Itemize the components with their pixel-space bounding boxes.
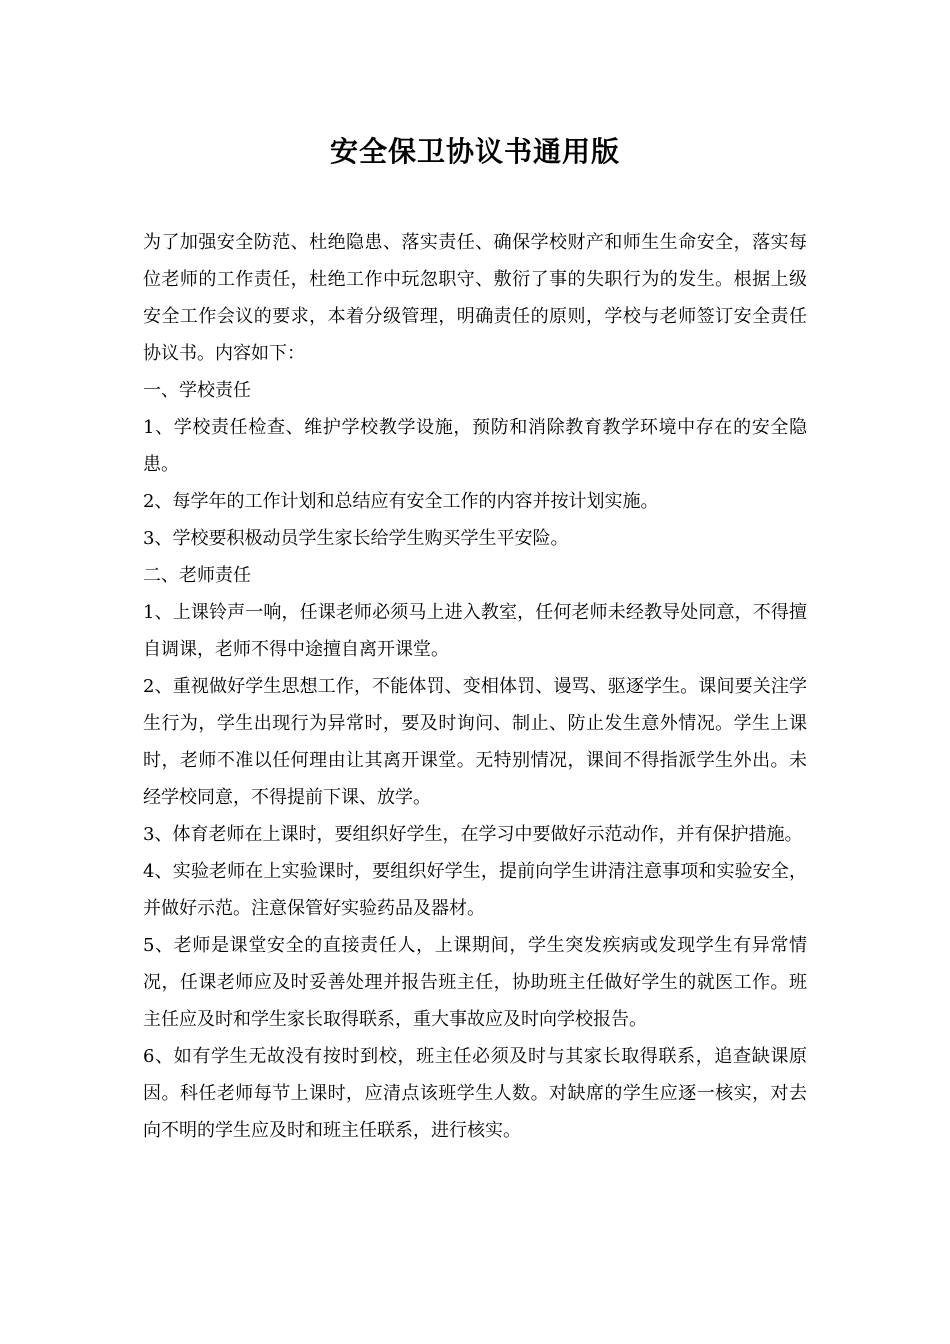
teacher-item-3: 3、体育老师在上课时，要组织好学生，在学习中要做好示范动作，并有保护措施。 [143,824,803,845]
teacher-item-2: 2、重视做好学生思想工作，不能体罚、变相体罚、谩骂、驱逐学生。课间要关注学生行为，学生出现行为异常时，要及时询问、制止、防止发生意外情况。学生上课时，老师不准以任何理由让其离开课堂。无特别情况，课间不得指派学生外出。未经学校同意，不得提前下课、放学。 [143,676,807,808]
teacher-item-1: 1、上课铃声一响，任课老师必须马上进入教室，任何老师未经教导处同意，不得擅自调课，老师不得中途擅自离开课堂。 [143,602,807,660]
intro-paragraph: 为了加强安全防范、杜绝隐患、落实责任、确保学校财产和师生生命安全，落实每位老师的工作责任，杜绝工作中玩忽职守、敷衍了事的失职行为的发生。根据上级安全工作会议的要求，本着分级管理，明确责任的原则，学校与老师签订安全责任协议书。内容如下： [143,232,807,364]
teacher-item-5: 5、老师是课堂安全的直接责任人，上课期间，学生突发疾病或发现学生有异常情况，任课老师应及时妥善处理并报告班主任，协助班主任做好学生的就医工作。班主任应及时和学生家长取得联系，重大事故应及时向学校报告。 [143,935,807,1030]
section-heading-teacher: 二、老师责任 [143,565,251,586]
teacher-item-4: 4、实验老师在上实验课时，要组织好学生，提前向学生讲清注意事项和实验安全，并做好示范。注意保管好实验药品及器材。 [143,861,807,919]
school-item-3: 3、学校要积极动员学生家长给学生购买学生平安险。 [143,528,569,549]
document-body [143,224,807,1149]
teacher-item-6: 6、如有学生无故没有按时到校，班主任必须及时与其家长取得联系，追查缺课原因。科任老师每节上课时，应清点该班学生人数。对缺席的学生应逐一核实，对去向不明的学生应及时和班主任联系，进行核实。 [143,1046,807,1141]
school-item-2: 2、每学年的工作计划和总结应有安全工作的内容并按计划实施。 [143,491,659,512]
school-item-1: 1、学校责任检查、维护学校教学设施，预防和消除教育教学环境中存在的安全隐患。 [143,417,807,475]
document-title: 安全保卫协议书通用版 [329,135,620,168]
section-heading-school: 一、学校责任 [143,380,251,401]
